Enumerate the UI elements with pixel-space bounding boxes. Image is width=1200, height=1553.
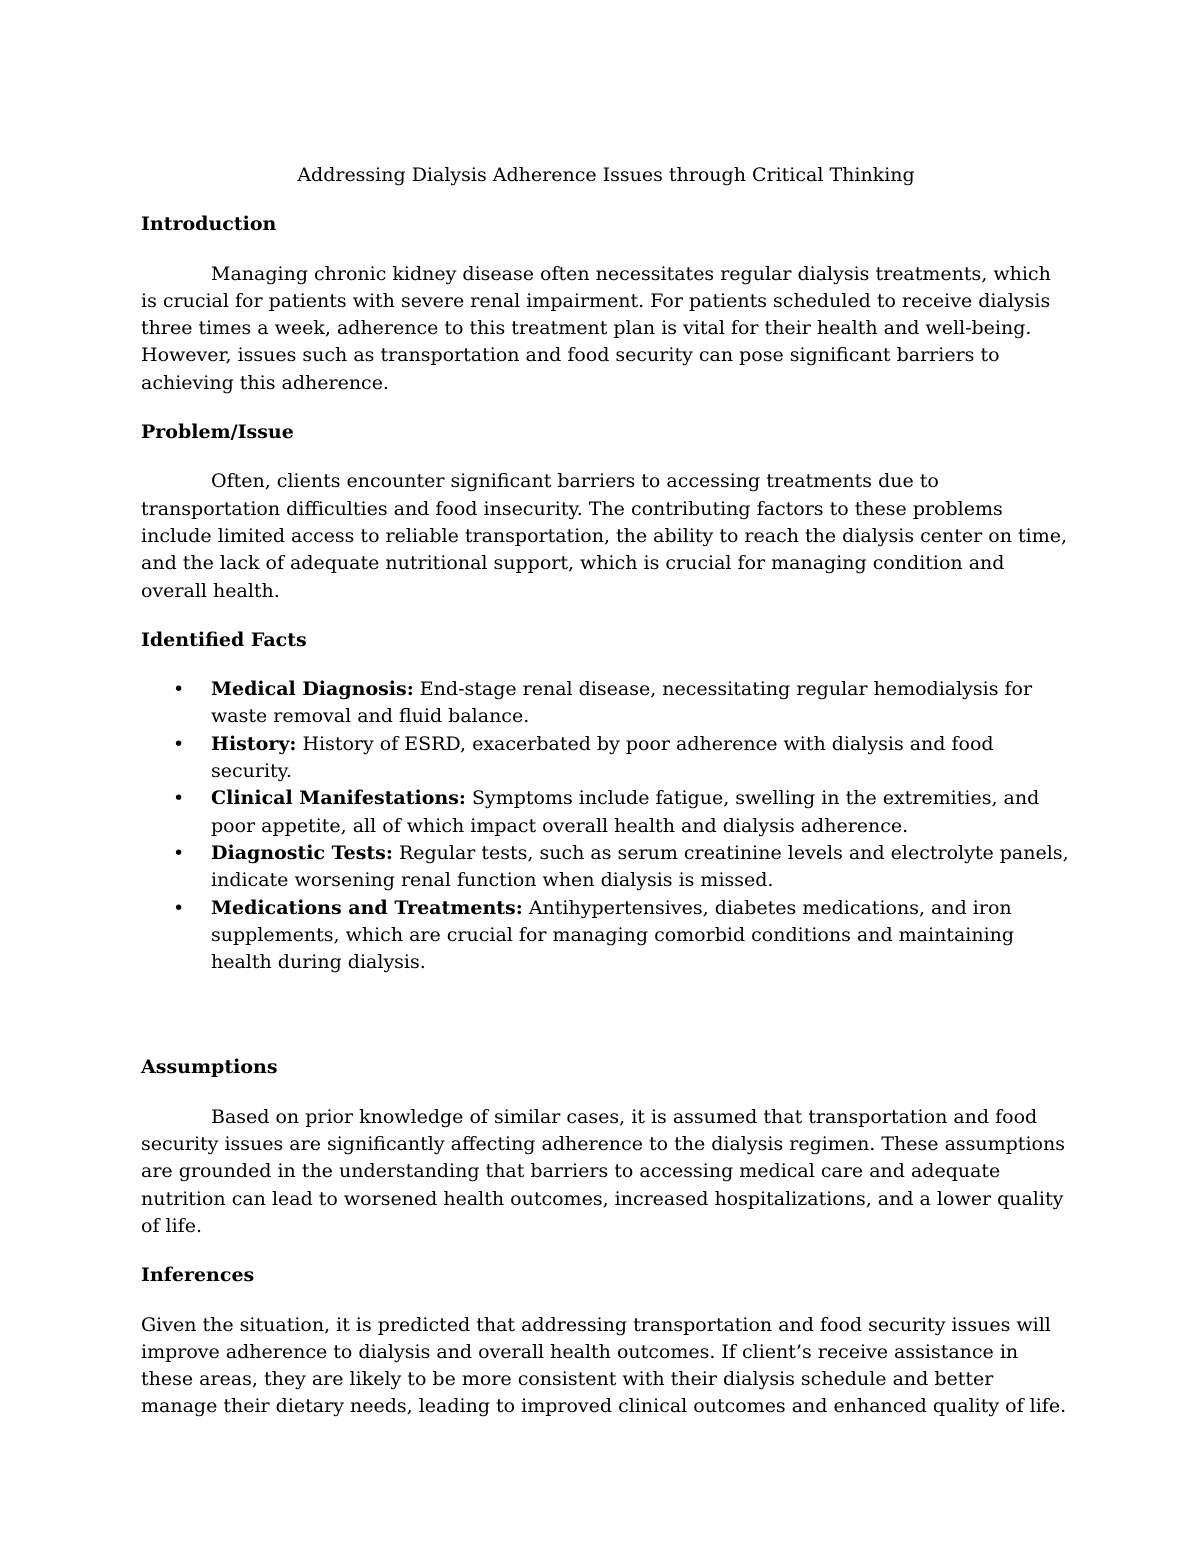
fact-text: History of ESRD, exacerbated by poor adherence with dialysis and food security. <box>211 732 994 783</box>
fact-term: Medications and Treatments: <box>211 896 523 919</box>
identified-facts-list <box>141 676 1071 976</box>
fact-text: Regular tests, such as serum creatinine levels and electrolyte panels, indicate worsening renal function when dialysis is missed. <box>211 841 1069 892</box>
fact-term: Medical Diagnosis: <box>211 678 414 701</box>
bullet-icon: • <box>173 732 185 755</box>
bullet-icon: • <box>173 787 185 810</box>
document-title: Addressing Dialysis Adherence Issues through Critical Thinking <box>297 164 915 186</box>
fact-text: Antihypertensives, diabetes medications, and iron supplements, which are crucial for managing comorbid conditions and maintaining health during dialysis. <box>211 896 1015 974</box>
fact-term: Diagnostic Tests: <box>211 841 393 864</box>
fact-medications-and-treatments <box>173 895 1071 977</box>
inferences-paragraph: Given the situation, it is predicted that addressing transportation and food security issues will improve adherence to dialysis and overall health outcomes. If client’s receive assistance in these areas, they are likely to be more consistent with their dialysis schedule and better manage their dietary needs, leading to improved clinical outcomes and enhanced quality of life. <box>141 1313 1067 1418</box>
fact-medical-diagnosis <box>173 676 1071 731</box>
fact-diagnostic-tests <box>173 840 1071 895</box>
fact-term: History: <box>211 732 297 755</box>
bullet-icon: • <box>173 841 185 864</box>
fact-term: Clinical Manifestations: <box>211 787 466 810</box>
fact-clinical-manifestations <box>173 785 1071 840</box>
heading-inferences: Inferences <box>141 1264 255 1287</box>
bullet-icon: • <box>173 678 185 701</box>
fact-text: End-stage renal disease, necessitating regular hemodialysis for waste removal and fluid balance. <box>211 678 1033 728</box>
document-page <box>141 162 1071 1443</box>
assumptions-paragraph: Based on prior knowledge of similar cases, it is assumed that transportation and food security issues are significantly affecting adherence to the dialysis regimen. These assumptions are grounded in the understanding that barriers to accessing medical care and adequate nutrition can lead to worsened health outcomes, increased hospitalizations, and a lower quality of life. <box>141 1105 1065 1237</box>
section-spacer <box>141 976 1071 1054</box>
problem-paragraph: Often, clients encounter significant barriers to accessing treatments due to transportation difficulties and food insecurity. The contributing factors to these problems include limited access to reliable transportation, the ability to reach the dialysis center on time, and the lack of adequate nutritional support, which is crucial for managing condition and overall health. <box>141 470 1067 602</box>
fact-text: Symptoms include fatigue, swelling in the extremities, and poor appetite, all of which impact overall health and dialysis adherence. <box>211 787 1040 837</box>
heading-assumptions: Assumptions <box>141 1056 278 1079</box>
fact-history <box>173 731 1071 786</box>
introduction-paragraph: Managing chronic kidney disease often necessitates regular dialysis treatments, which is crucial for patients with severe renal impairment. For patients scheduled to receive dialysis three times a week, adherence to this treatment plan is vital for their health and well-being. However, issues such as transportation and food security can pose significant barriers to achieving this adherence. <box>141 262 1051 394</box>
heading-introduction: Introduction <box>141 213 277 236</box>
heading-identified-facts: Identified Facts <box>141 628 307 651</box>
heading-problem-issue: Problem/Issue <box>141 421 294 444</box>
bullet-icon: • <box>173 896 185 919</box>
